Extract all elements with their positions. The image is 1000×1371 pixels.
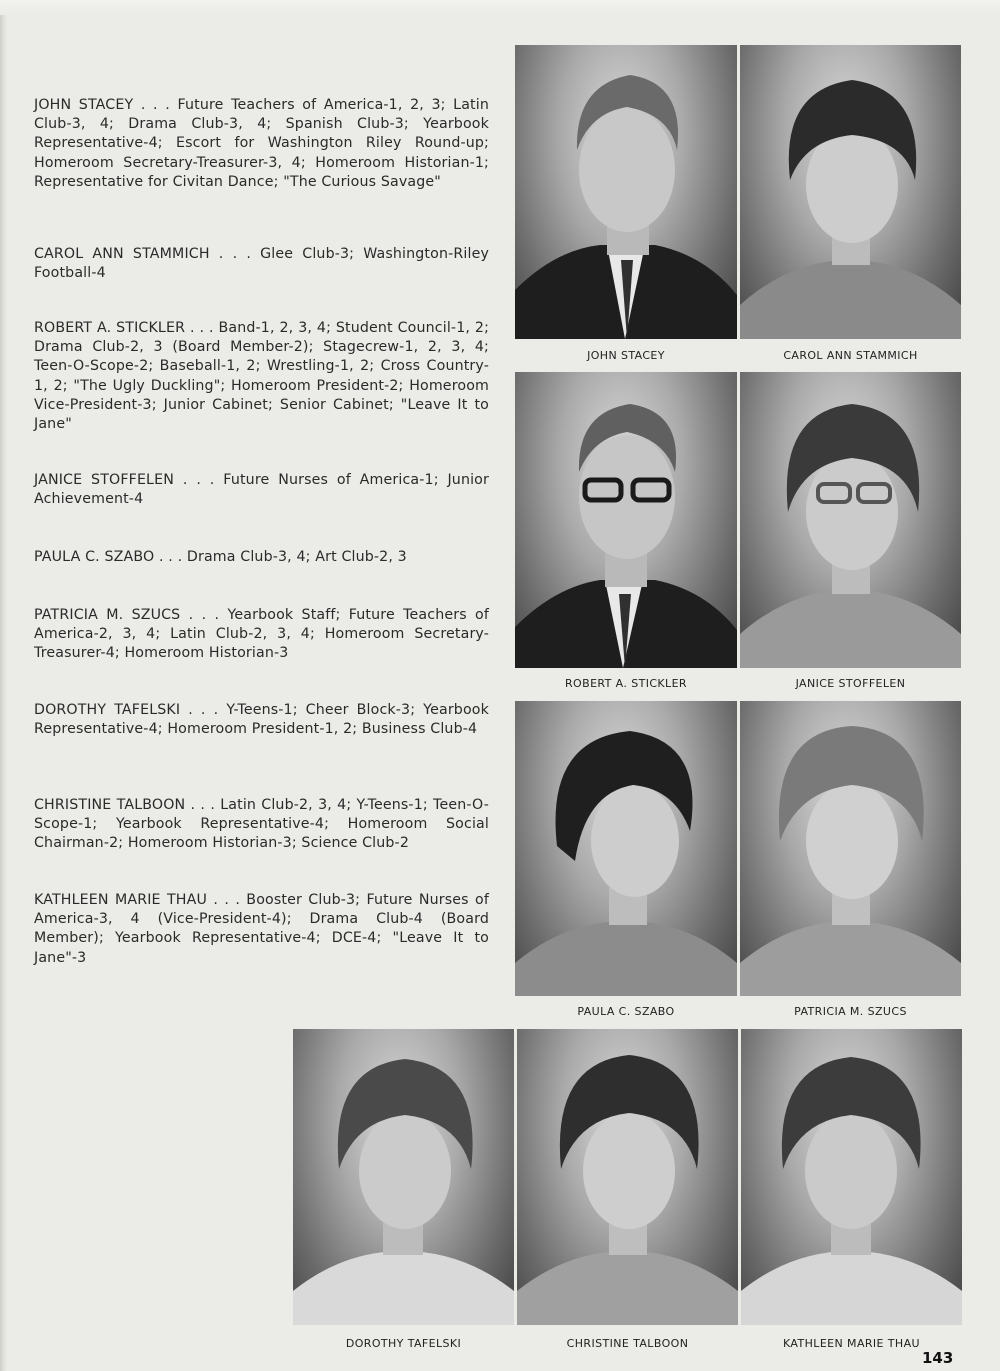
male-portrait-silhouette <box>515 372 737 668</box>
caption-kathleen-marie-thau: KATHLEEN MARIE THAU <box>783 1337 920 1350</box>
portrait-carol-ann-stammich <box>740 45 961 339</box>
female-portrait-silhouette <box>740 372 961 668</box>
bio-carol-ann-stammich: CAROL ANN STAMMICH . . . Glee Club-3; Washington-Riley Football-4 <box>34 246 489 282</box>
page-number: 143 <box>922 1349 954 1367</box>
caption-janice-stoffelen: JANICE STOFFELEN <box>795 677 906 690</box>
female-portrait-silhouette <box>293 1029 514 1325</box>
bio-paula-c-szabo: PAULA C. SZABO . . . Drama Club-3, 4; Art Club-2, 3 <box>34 549 407 565</box>
caption-dorothy-tafelski: DOROTHY TAFELSKI <box>345 1337 462 1350</box>
female-portrait-silhouette <box>517 1029 738 1325</box>
caption-patricia-m-szucs: PATRICIA M. SZUCS <box>794 1005 907 1018</box>
caption-paula-c-szabo: PAULA C. SZABO <box>577 1005 675 1018</box>
portrait-christine-talboon <box>517 1029 738 1325</box>
bio-dorothy-tafelski: DOROTHY TAFELSKI . . . Y-Teens-1; Cheer Block-3; Yearbook Representative-4; Homeroom President-1, 2; Business Club-4 <box>34 702 489 738</box>
portrait-robert-a-stickler <box>515 372 737 668</box>
bio-janice-stoffelen: JANICE STOFFELEN . . . Future Nurses of America-1; Junior Achievement-4 <box>34 472 489 508</box>
caption-robert-a-stickler: ROBERT A. STICKLER <box>565 677 687 690</box>
portrait-kathleen-marie-thau <box>741 1029 962 1325</box>
scan-edge-top <box>0 0 1000 15</box>
portrait-paula-c-szabo <box>515 701 737 996</box>
female-portrait-silhouette <box>741 1029 962 1325</box>
bio-robert-a-stickler: ROBERT A. STICKLER . . . Band-1, 2, 3, 4; Student Council-1, 2; Drama Club-2, 3 (Board Member-2); Stagecrew-1, 2, 3, 4; Teen-O-Scope-2; Baseball-1, 2; Wrestling-1, 2; Cross Country-1, 2; "The Ugly Duckling"; Homeroom President-2; Homeroom Vice-President-3; Junior Cabinet; Senior Cabinet; "Leave It to Jane" <box>34 320 489 433</box>
portrait-janice-stoffelen <box>740 372 961 668</box>
scan-edge <box>0 0 7 1371</box>
caption-carol-ann-stammich: CAROL ANN STAMMICH <box>783 349 918 362</box>
bio-john-stacey: JOHN STACEY . . . Future Teachers of America-1, 2, 3; Latin Club-3, 4; Drama Club-3, 4; Spanish Club-3; Yearbook Representative-4; Escort for Washington Riley Round-up; Homeroom Secretary-Treasurer-3, 4; Homeroom Historian-1; Representative for Civitan Dance; "The Curious Savage" <box>34 97 489 190</box>
female-portrait-silhouette <box>740 701 961 996</box>
female-portrait-silhouette <box>515 701 737 996</box>
female-portrait-silhouette <box>740 45 961 339</box>
bio-christine-talboon: CHRISTINE TALBOON . . . Latin Club-2, 3, 4; Y-Teens-1; Teen-O-Scope-1; Yearbook Representative-4; Homeroom Social Chairman-2; Homeroom Historian-3; Science Club-2 <box>34 797 489 852</box>
caption-john-stacey: JOHN STACEY <box>587 349 665 362</box>
portrait-dorothy-tafelski <box>293 1029 514 1325</box>
bio-kathleen-marie-thau: KATHLEEN MARIE THAU . . . Booster Club-3; Future Nurses of America-3, 4 (Vice-President-4); Drama Club-4 (Board Member); Yearbook Representative-4; DCE-4; "Leave It to Jane"-3 <box>34 892 489 966</box>
portrait-john-stacey <box>515 45 737 339</box>
caption-christine-talboon: CHRISTINE TALBOON <box>566 1337 689 1350</box>
portrait-patricia-m-szucs <box>740 701 961 996</box>
bio-patricia-m-szucs: PATRICIA M. SZUCS . . . Yearbook Staff; Future Teachers of America-2, 3, 4; Latin Club-2, 3, 4; Homeroom Secretary-Treasurer-4; Homeroom Historian-3 <box>34 607 489 662</box>
male-portrait-silhouette <box>515 45 737 339</box>
